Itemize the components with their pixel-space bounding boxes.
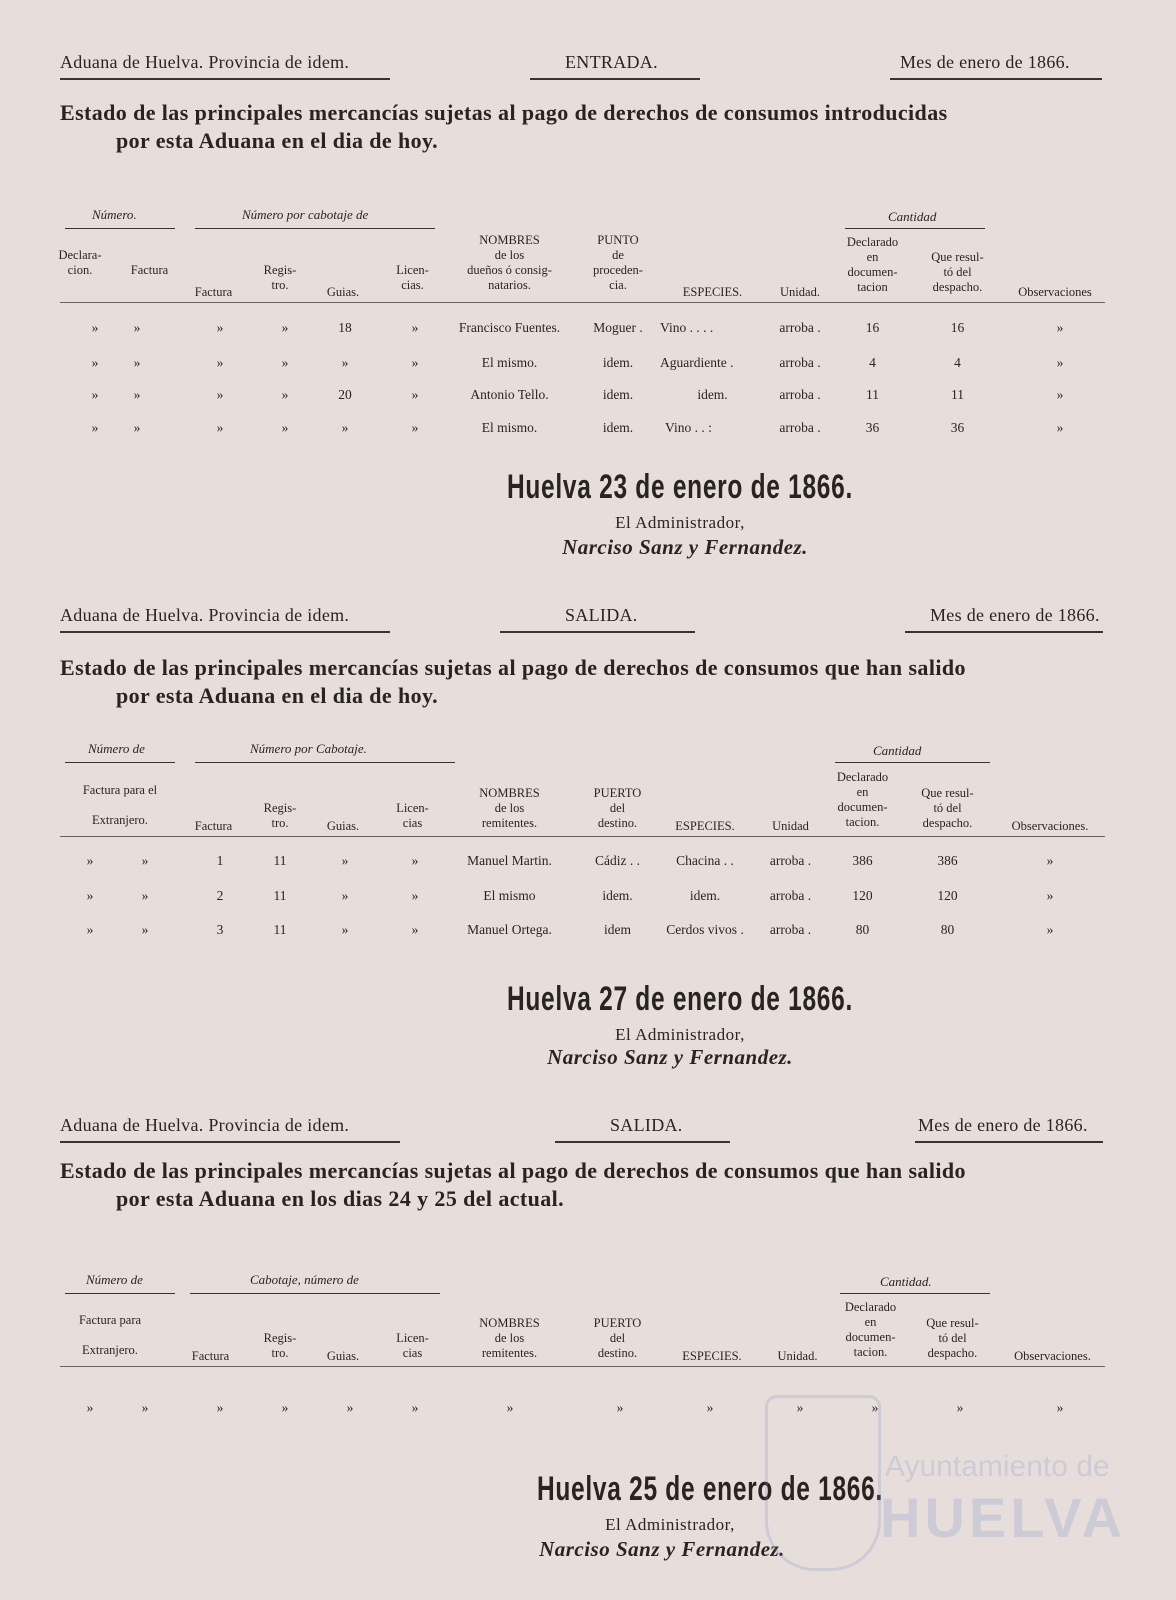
col-especies: ESPECIES. [682, 1349, 742, 1363]
cell: » [411, 355, 419, 370]
cell: 2 [216, 888, 224, 903]
administrator-label: El Administrador, [615, 1025, 745, 1044]
date-line: Huelva 27 de enero de 1866. [506, 980, 854, 1018]
group-cabotaje: Cabotaje, número de [250, 1272, 359, 1287]
cell: » [86, 853, 94, 868]
cell: Antonio Tello. [470, 387, 549, 402]
cell: 18 [338, 320, 352, 335]
cell: 4 [869, 355, 876, 370]
col-factura-cabotaje: Factura [194, 819, 233, 833]
table-row [0, 853, 1176, 879]
cell: 36 [865, 420, 880, 435]
col-factura-extranjero: Factura para Extranjero. [78, 1313, 142, 1357]
header-center: SALIDA. [565, 605, 638, 625]
cell: » [1046, 922, 1054, 937]
table-row [0, 1400, 1176, 1426]
table-row [0, 420, 1176, 446]
date-line: Huelva 23 de enero de 1866. [506, 468, 854, 506]
cell: arroba . [779, 355, 821, 370]
cell: » [411, 420, 419, 435]
cell: 3 [216, 922, 224, 937]
cell: » [1056, 1400, 1064, 1415]
cell: 386 [852, 853, 873, 868]
col-declaracion: Declara- cion. [58, 248, 102, 277]
header-right: Mes de enero de 1866. [918, 1115, 1088, 1135]
cell: » [346, 1400, 354, 1415]
cell: » [796, 1400, 804, 1415]
cell: 11 [273, 888, 287, 903]
cell: idem. [602, 420, 634, 435]
watermark-line-2: HUELVA [880, 1486, 1126, 1549]
col-resulto: Que resul- tó del despacho. [926, 1316, 979, 1360]
cell: Aguardiente . [660, 355, 734, 370]
col-observaciones: Observaciones. [1011, 819, 1089, 833]
group-numero: Número de [88, 741, 145, 756]
group-cabotaje: Número por cabotaje de [242, 207, 369, 222]
cell: 120 [937, 888, 958, 903]
cell: » [91, 387, 99, 402]
col-puerto: PUERTO del destino. [593, 1316, 642, 1360]
cell: » [216, 387, 224, 402]
cell: » [281, 1400, 289, 1415]
title-line-2: por esta Aduana en los dias 24 y 25 del actual. [116, 1186, 565, 1211]
header-left: Aduana de Huelva. Provincia de idem. [60, 52, 350, 72]
group-cantidad: Cantidad [873, 743, 922, 758]
cell: 20 [338, 387, 352, 402]
col-registro: Regis- tro. [263, 1331, 297, 1360]
cell: » [91, 420, 99, 435]
cell: » [411, 387, 419, 402]
col-guias: Guias. [326, 819, 360, 833]
col-factura-extranjero: Factura para el Extranjero. [82, 783, 158, 827]
cell: » [1046, 853, 1054, 868]
cell: 16 [950, 320, 965, 335]
cell: » [141, 1400, 149, 1415]
col-nombres: NOMBRES de los remitentes. [479, 786, 540, 830]
cell: Vino . . . . [660, 320, 714, 335]
cell: arroba . [779, 320, 821, 335]
col-unidad: Unidad [772, 819, 809, 833]
group-numero: Número de [86, 1272, 143, 1287]
title-line-1: Estado de las principales mercancías sujetas al pago de derechos de consumos que han salido [60, 655, 966, 680]
header-right: Mes de enero de 1866. [900, 52, 1070, 72]
cell: » [281, 387, 289, 402]
cell: arroba . [779, 420, 821, 435]
cell: » [91, 355, 99, 370]
cell: » [506, 1400, 514, 1415]
col-unidad: Unidad. [780, 285, 820, 299]
col-factura-cabotaje: Factura [191, 1349, 230, 1363]
cell: » [1046, 888, 1054, 903]
cell: » [216, 355, 224, 370]
group-numero: Número. [92, 207, 137, 222]
cell: » [216, 420, 224, 435]
group-cabotaje: Número por Cabotaje. [250, 741, 367, 756]
cell: 120 [852, 888, 873, 903]
cell: 80 [855, 922, 870, 937]
cell: » [141, 888, 149, 903]
cell: » [86, 922, 94, 937]
cell: » [1056, 320, 1064, 335]
header-left: Aduana de Huelva. Provincia de idem. [60, 605, 350, 625]
cell: 36 [950, 420, 965, 435]
col-factura: Factura [130, 263, 169, 277]
cell: El mismo. [481, 355, 538, 370]
col-nombres: NOMBRES de los dueños ó consig- natarios. [467, 233, 552, 292]
cell: 1 [216, 853, 224, 868]
cell: » [216, 320, 224, 335]
cell: arroba . [769, 922, 812, 937]
date-line: Huelva 25 de enero de 1866. [536, 1470, 884, 1508]
cell: » [1056, 387, 1064, 402]
cell: idem. [689, 888, 721, 903]
cell: El mismo [483, 888, 536, 903]
group-cantidad: Cantidad. [880, 1274, 932, 1289]
title-line-1: Estado de las principales mercancías sujetas al pago de derechos de consumos introducidas [60, 100, 948, 125]
cell: Manuel Ortega. [467, 922, 552, 937]
group-cantidad: Cantidad [888, 209, 937, 224]
signature: Narciso Sanz y Fernandez. [562, 535, 808, 559]
cell: » [341, 888, 349, 903]
col-guias: Guias. [326, 1349, 360, 1363]
cell: 16 [865, 320, 880, 335]
cell: » [1056, 355, 1064, 370]
col-puerto: PUERTO del destino. [593, 786, 642, 830]
cell: » [341, 355, 349, 370]
cell: Moguer . [593, 320, 643, 335]
cell: arroba . [769, 853, 812, 868]
cell: » [341, 922, 349, 937]
col-licencias: Licen- cias [396, 1331, 429, 1360]
cell: 11 [866, 387, 879, 402]
cell: » [86, 1400, 94, 1415]
cell: » [141, 853, 149, 868]
cell: idem [604, 922, 631, 937]
cell: idem. [602, 355, 634, 370]
title-line-2: por esta Aduana en el dia de hoy. [116, 683, 439, 708]
cell: Francisco Fuentes. [458, 320, 561, 335]
col-unidad: Unidad. [777, 1349, 818, 1363]
administrator-label: El Administrador, [615, 513, 745, 532]
cell: » [341, 853, 349, 868]
cell: » [133, 387, 141, 402]
cell: Chacina . . [676, 853, 734, 868]
col-observaciones: Observaciones. [1014, 1349, 1091, 1363]
cell: idem. [602, 387, 634, 402]
cell: 4 [954, 355, 961, 370]
col-resulto: Que resul- tó del despacho. [921, 786, 974, 830]
cell: » [133, 420, 141, 435]
cell: » [411, 922, 419, 937]
table-row [0, 355, 1176, 381]
cell: » [281, 355, 289, 370]
cell: » [1056, 420, 1064, 435]
cell: Vino . . : [665, 420, 712, 435]
cell: idem. [697, 387, 728, 402]
col-factura-cabotaje: Factura [194, 285, 233, 299]
cell: » [411, 888, 419, 903]
signature: Narciso Sanz y Fernandez. [547, 1045, 793, 1069]
administrator-label: El Administrador, [605, 1515, 735, 1534]
cell: Manuel Martin. [467, 853, 552, 868]
col-declarado: Declarado en documen- tacion [846, 235, 899, 294]
col-resulto: Que resul- tó del despacho. [931, 250, 984, 294]
cell: » [281, 320, 289, 335]
cell: » [871, 1400, 879, 1415]
cell: » [141, 922, 149, 937]
cell: 11 [951, 387, 964, 402]
cell: 386 [937, 853, 958, 868]
col-licencias: Licen- cias. [396, 263, 429, 292]
col-especies: ESPECIES. [675, 819, 735, 833]
cell: » [411, 320, 419, 335]
cell: Cádiz . . [595, 853, 640, 868]
cell: » [133, 355, 141, 370]
header-center: ENTRADA. [565, 52, 658, 72]
title-line-2: por esta Aduana en el dia de hoy. [116, 128, 439, 153]
cell: » [86, 888, 94, 903]
cell: idem. [602, 888, 633, 903]
cell: » [616, 1400, 624, 1415]
header-center: SALIDA. [610, 1115, 683, 1135]
col-punto: PUNTO de proceden- cia. [593, 233, 643, 292]
col-registro: Regis- tro. [263, 263, 297, 292]
col-especies: ESPECIES. [682, 285, 743, 299]
col-guias: Guias. [326, 285, 360, 299]
header-left: Aduana de Huelva. Provincia de idem. [60, 1115, 350, 1135]
cell: El mismo. [481, 420, 538, 435]
cell: » [411, 853, 419, 868]
cell: » [281, 420, 289, 435]
cell: » [341, 420, 349, 435]
col-declarado: Declarado en documen- tacion. [844, 1300, 897, 1359]
cell: arroba . [769, 888, 812, 903]
cell: » [216, 1400, 224, 1415]
watermark-line-1: Ayuntamiento de [885, 1450, 1110, 1483]
cell: » [411, 1400, 419, 1415]
title-line-1: Estado de las principales mercancías sujetas al pago de derechos de consumos que han salido [60, 1158, 966, 1183]
cell: Cerdos vivos . [666, 922, 744, 937]
col-licencias: Licen- cias [396, 801, 429, 830]
cell: » [706, 1400, 714, 1415]
table-row [0, 320, 1176, 346]
cell: » [91, 320, 99, 335]
cell: 11 [273, 922, 287, 937]
col-declarado: Declarado en documen- tacion. [836, 770, 889, 829]
col-registro: Regis- tro. [263, 801, 297, 830]
col-observaciones: Observaciones [1018, 285, 1092, 299]
table-row [0, 922, 1176, 948]
col-nombres: NOMBRES de los remitentes. [479, 1316, 540, 1360]
table-row [0, 888, 1176, 914]
cell: 80 [940, 922, 955, 937]
cell: » [133, 320, 141, 335]
cell: » [956, 1400, 964, 1415]
signature: Narciso Sanz y Fernandez. [539, 1537, 785, 1561]
cell: 11 [273, 853, 287, 868]
header-right: Mes de enero de 1866. [930, 605, 1100, 625]
cell: arroba . [779, 387, 821, 402]
table-row [0, 387, 1176, 413]
